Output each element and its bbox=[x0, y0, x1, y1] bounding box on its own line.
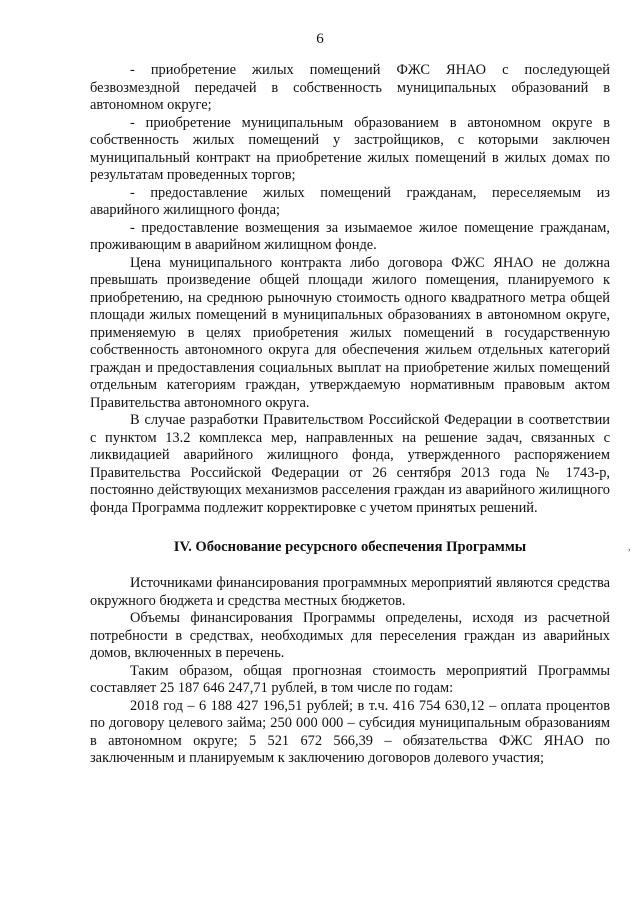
paragraph: Таким образом, общая прогнозная стоимость мероприятий Программы составляет 25 187 646 247,71 рублей, в том числе по годам: bbox=[90, 662, 610, 696]
paragraph: В случае разработки Правительством Российской Федерации в соответствии с пунктом 13.2 комплекса мер, направленных на решение задач, связанных с ликвидацией аварийного жилищного фонда, утвержденного распоряжением Правительства Российской Федерации от 26 сентября 2013 года № 1743-р, постоянно действующих механизмов расселения граждан из аварийного жилищного фонда Программа подлежит корректировке с учетом принятых решений. bbox=[90, 412, 610, 516]
paragraph: 2018 год – 6 188 427 196,51 рублей; в т.ч. 416 754 630,12 – оплата процентов по договору целевого займа; 250 000 000 – субсидия муниципальным образованиям в автономном округе; 5 521 672 566,39 – обязательства ФЖС ЯНАО по заключенным и планируемым к заключению договоров долевого участия; bbox=[90, 697, 610, 766]
section-heading: IV. Обоснование ресурсного обеспечения Программы bbox=[173, 539, 527, 555]
paragraph: - приобретение муниципальным образованием в автономном округе в собственность жилых помещений у застройщиков, с которыми заключен муниципальный контракт на приобретение жилых помещений в жилых домах по результатам проведенных торгов; bbox=[90, 114, 610, 183]
paragraph: - предоставление жилых помещений гражданам, переселяемым из аварийного жилищного фонда; bbox=[90, 184, 610, 218]
margin-tick-mark: , bbox=[628, 542, 631, 553]
paragraph: Объемы финансирования Программы определены, исходя из расчетной потребности в средствах, необходимых для переселения граждан из аварийных домов, включенных в перечень. bbox=[90, 610, 610, 661]
paragraph: - предоставление возмещения за изымаемое жилое помещение гражданам, проживающим в аварийном жилищном фонде. bbox=[90, 219, 610, 253]
paragraph: Источниками финансирования программных мероприятий являются средства окружного бюджета и средства местных бюджетов. bbox=[90, 575, 610, 609]
document-body bbox=[90, 62, 610, 768]
paragraph: Цена муниципального контракта либо договора ФЖС ЯНАО не должна превышать произведение общей площади жилого помещения, планируемого к приобретению, на среднюю рыночную стоимость одного квадратного метра общей площади жилых помещений в муниципальных образованиях в автономном округе, применяемую в целях приобретения жилых помещений в государственную собственность автономного округа для обеспечения жильем отдельных категорий граждан и предоставления социальных выплат на приобретение жилых помещений отдельным категориям граждан, утверждаемую нормативным правовым актом Правительства автономного округа. bbox=[90, 254, 610, 411]
paragraph: - приобретение жилых помещений ФЖС ЯНАО с последующей безвозмездной передачей в собственность муниципальных образований в автономном округе; bbox=[90, 62, 610, 113]
page-number: 6 bbox=[316, 31, 324, 47]
